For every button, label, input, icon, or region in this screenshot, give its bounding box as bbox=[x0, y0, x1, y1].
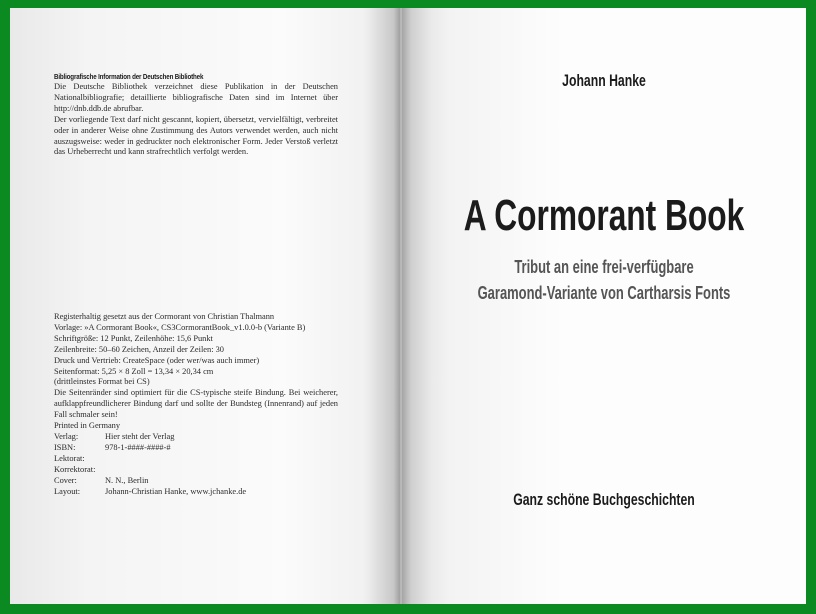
field-row-cover bbox=[54, 476, 338, 487]
field-value: N. N., Berlin bbox=[105, 475, 149, 485]
book-gutter-shadow bbox=[362, 8, 432, 604]
colophon-line: Die Seitenränder sind optimiert für die CS-typische steife Bindung. Bei weicherer, aufklappfreundlicherer Bindung darf und sollte der Bundsteg (Innenrand) auf jeden Fall schmaler sein! bbox=[54, 388, 338, 420]
colophon-line: Schriftgröße: 12 Punkt, Zeilenhöhe: 15,6 Punkt bbox=[54, 333, 213, 343]
colophon bbox=[54, 312, 338, 497]
field-value: Johann-Christian Hanke, www.jchanke.de bbox=[105, 486, 247, 496]
book-subtitle bbox=[459, 254, 750, 306]
book-title: A Cormorant Book bbox=[463, 191, 745, 240]
field-value bbox=[105, 465, 338, 476]
field-key: Cover: bbox=[54, 475, 77, 485]
colophon-line: Seitenformat: 5,25 × 8 Zoll = 13,34 × 20,34 cm bbox=[54, 366, 214, 376]
bibliographic-info bbox=[54, 72, 338, 158]
colophon-line: Vorlage: »A Cormorant Book«, CS3CormorantBook_v1.0.0-b (Variante B) bbox=[54, 322, 306, 332]
field-value: Hier steht der Verlag bbox=[105, 431, 175, 441]
field-value: 978-1-####-####-# bbox=[105, 442, 171, 452]
field-key: Korrektorat: bbox=[54, 464, 96, 474]
field-key: Verlag: bbox=[54, 431, 79, 441]
book-spread bbox=[10, 8, 806, 604]
colophon-line: Printed in Germany bbox=[54, 421, 121, 431]
left-page bbox=[10, 8, 400, 604]
field-row-layout bbox=[54, 487, 338, 498]
colophon-line: (drittleinstes Format bei CS) bbox=[54, 377, 150, 387]
colophon-line: Druck und Vertrieb: CreateSpace (oder wer/was auch immer) bbox=[54, 355, 260, 365]
book-tagline: Ganz schöne Buchgeschichten bbox=[513, 490, 695, 509]
field-key: Layout: bbox=[54, 486, 81, 496]
biblio-title: Bibliografische Information der Deutschen Bibliothek bbox=[54, 72, 204, 81]
colophon-line: Zeilenbreite: 50–60 Zeichen, Anzeil der Zeilen: 30 bbox=[54, 344, 224, 354]
right-page bbox=[402, 8, 806, 604]
copyright-notice: Der vorliegende Text darf nicht gescannt, kopiert, übersetzt, vervielfältigt, verbreitet oder in anderer Weise ohne Zustimmung des Autors verwendet werden, auch nicht auszugsweise: weder in gedruckter noch elektronischer Form. Jeder Verstoß verletzt das Urheberrecht und kann strafrechtlich verfolgt werden. bbox=[54, 114, 338, 157]
field-key: Lektorat: bbox=[54, 453, 85, 463]
field-row-korrektorat bbox=[54, 465, 338, 476]
author-name: Johann Hanke bbox=[562, 71, 646, 90]
field-row-lektorat bbox=[54, 454, 338, 465]
field-value bbox=[105, 454, 338, 465]
field-row-isbn bbox=[54, 443, 338, 454]
subtitle-line-2: Garamond-Variante von Cartharsis Fonts bbox=[477, 283, 731, 303]
subtitle-line-1: Tribut an eine frei-verfügbare bbox=[514, 257, 694, 277]
colophon-line: Registerhaltig gesetzt aus der Cormorant von Christian Thalmann bbox=[54, 312, 275, 321]
field-key: ISBN: bbox=[54, 442, 76, 452]
field-row-verlag bbox=[54, 432, 338, 443]
biblio-body: Die Deutsche Bibliothek verzeichnet diese Publikation in der Deutschen Nationalbibliografie; detaillierte bibliografische Daten sind im Internet über http://dnb.ddb.de abrufbar. bbox=[54, 82, 338, 113]
